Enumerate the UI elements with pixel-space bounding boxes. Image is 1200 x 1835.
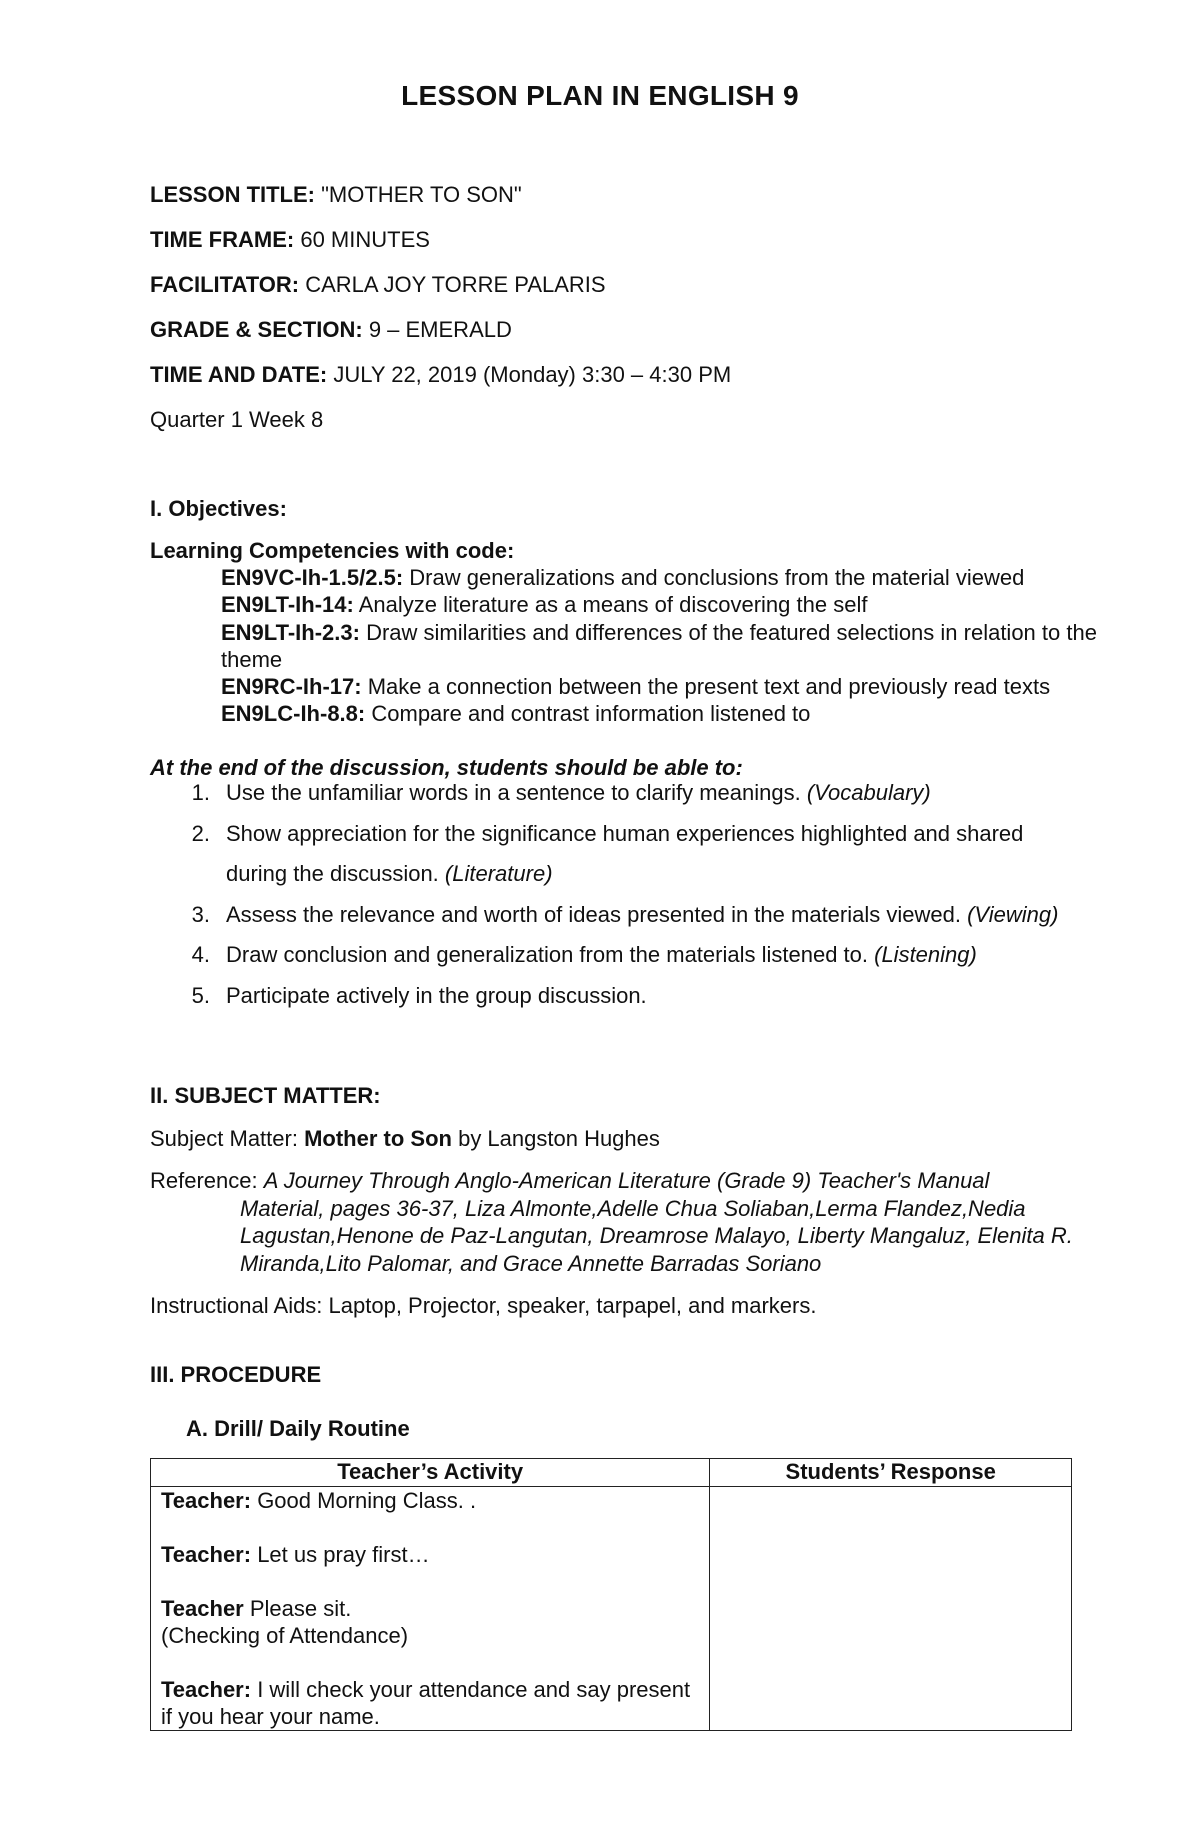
speaker-label: Teacher: xyxy=(161,1677,252,1702)
subject-matter-row xyxy=(150,1126,660,1152)
reference-line: A Journey Through Anglo-American Literature (Grade 9) Teacher's Manual xyxy=(263,1168,990,1193)
speaker-label: Teacher xyxy=(161,1596,244,1621)
speaker-label: Teacher: xyxy=(161,1488,252,1513)
objective-number: 1. xyxy=(191,780,210,805)
subject-matter-title: Mother to Son xyxy=(304,1126,452,1151)
speaker-label: Teacher: xyxy=(161,1542,252,1567)
competency-code: EN9RC-Ih-17: xyxy=(221,674,362,700)
objective-item xyxy=(150,976,1130,1017)
col-header-students-response: Students’ Response xyxy=(710,1459,1072,1487)
objective-item xyxy=(150,814,1130,895)
procedure-subheading: A. Drill/ Daily Routine xyxy=(186,1416,410,1441)
competency-text: Make a connection between the present text and previously read texts xyxy=(367,674,1051,700)
competency-item xyxy=(150,700,1130,727)
time-date-row xyxy=(150,362,731,388)
instructional-aids: Instructional Aids: Laptop, Projector, speaker, tarpapel, and markers. xyxy=(150,1293,817,1318)
facilitator-row xyxy=(150,272,606,298)
drill-routine-table xyxy=(150,1458,1072,1731)
attendance-note: (Checking of Attendance) xyxy=(161,1623,409,1648)
objective-text: Draw conclusion and generalization from the materials listened to. xyxy=(226,942,868,967)
competency-text: Draw similarities and differences of the featured selections in relation to the theme xyxy=(221,619,1097,672)
objective-tag: (Listening) xyxy=(874,942,977,967)
col-header-teacher-activity: Teacher’s Activity xyxy=(151,1459,710,1487)
procedure-heading: III. PROCEDURE xyxy=(150,1362,322,1387)
competency-text: Draw generalizations and conclusions from the material viewed xyxy=(409,565,1025,590)
reference-line: Material, pages 36-37, Liza Almonte,Adelle Chua Soliaban,Lerma Flandez,Nedia xyxy=(240,1195,1026,1221)
subject-matter-heading: II. SUBJECT MATTER: xyxy=(150,1083,381,1108)
objective-number: 2. xyxy=(191,820,210,846)
lesson-title-label: LESSON TITLE: xyxy=(150,182,315,207)
competency-code: EN9LC-Ih-8.8: xyxy=(221,701,366,727)
dialogue-line xyxy=(161,1541,699,1568)
grade-section-label: GRADE & SECTION: xyxy=(150,317,363,342)
dialogue-text: Please sit. xyxy=(243,1596,352,1621)
objective-number: 3. xyxy=(191,901,210,927)
time-date-value: JULY 22, 2019 (Monday) 3:30 – 4:30 PM xyxy=(333,362,732,387)
facilitator-label: FACILITATOR: xyxy=(150,272,300,297)
students-response-cell xyxy=(710,1487,1072,1731)
competency-item xyxy=(150,673,1130,700)
objectives-heading: I. Objectives: xyxy=(150,496,287,521)
objective-text: Assess the relevance and worth of ideas presented in the materials viewed. xyxy=(226,901,961,927)
competencies-list xyxy=(150,564,1130,728)
dialogue-line xyxy=(161,1676,699,1730)
dialogue-text: Good Morning Class. . xyxy=(251,1488,477,1513)
teacher-activity-cell xyxy=(151,1487,710,1731)
grade-section-value: 9 – EMERALD xyxy=(368,317,512,342)
grade-section-row xyxy=(150,317,512,343)
time-frame-value: 60 MINUTES xyxy=(300,227,430,252)
competency-item xyxy=(150,564,1130,591)
subject-matter-author: by Langston Hughes xyxy=(458,1126,660,1151)
objective-text: Participate actively in the group discussion. xyxy=(226,982,647,1008)
dialogue-line xyxy=(161,1595,699,1622)
reference-line: Miranda,Lito Palomar, and Grace Annette Barradas Soriano xyxy=(240,1250,822,1276)
objective-tag: (Viewing) xyxy=(967,901,1059,927)
objective-number: 5. xyxy=(191,982,210,1008)
reference-line: Lagustan,Henone de Paz-Langutan, Dreamrose Malayo, Liberty Mangaluz, Elenita R. xyxy=(240,1223,1073,1248)
objective-text: Use the unfamiliar words in a sentence to clarify meanings. xyxy=(226,780,801,805)
objective-number: 4. xyxy=(191,942,210,967)
objective-tag: (Literature) xyxy=(444,861,553,886)
dialogue-text: I will check your attendance and say present if you hear your name. xyxy=(161,1677,691,1729)
lesson-title-value: "MOTHER TO SON" xyxy=(321,182,522,207)
competency-text: Analyze literature as a means of discovering the self xyxy=(358,592,868,618)
competency-code: EN9LT-Ih-14: xyxy=(221,592,354,618)
table-row xyxy=(151,1487,1072,1731)
quarter-week: Quarter 1 Week 8 xyxy=(150,407,324,432)
competency-item xyxy=(150,591,1130,618)
objectives-list xyxy=(150,773,1130,1016)
lesson-title-row xyxy=(150,182,522,208)
competency-item xyxy=(150,619,1130,674)
page-title: LESSON PLAN IN ENGLISH 9 xyxy=(401,80,799,111)
dialogue-text: Let us pray first… xyxy=(251,1542,430,1567)
dialogue-line xyxy=(161,1487,699,1514)
competency-code: EN9VC-Ih-1.5/2.5: xyxy=(221,565,404,590)
reference-block xyxy=(150,1167,1140,1277)
objective-item xyxy=(150,895,1130,936)
time-date-label: TIME AND DATE: xyxy=(150,362,328,387)
objective-text: Show appreciation for the significance human experiences highlighted and shared during the discussion. xyxy=(226,820,1024,886)
time-frame-label: TIME FRAME: xyxy=(150,227,295,252)
objective-item xyxy=(150,935,1130,976)
objective-item xyxy=(150,773,1130,814)
competencies-heading: Learning Competencies with code: xyxy=(150,538,515,563)
facilitator-value: CARLA JOY TORRE PALARIS xyxy=(305,272,606,297)
competency-code: EN9LT-Ih-2.3: xyxy=(221,619,360,645)
reference-label: Reference: xyxy=(150,1168,258,1193)
objective-tag: (Vocabulary) xyxy=(806,780,931,805)
competency-text: Compare and contrast information listened to xyxy=(371,701,811,727)
time-frame-row xyxy=(150,227,430,253)
objectives-lead: At the end of the discussion, students should be able to: xyxy=(150,755,743,780)
subject-matter-label: Subject Matter: xyxy=(150,1126,298,1151)
